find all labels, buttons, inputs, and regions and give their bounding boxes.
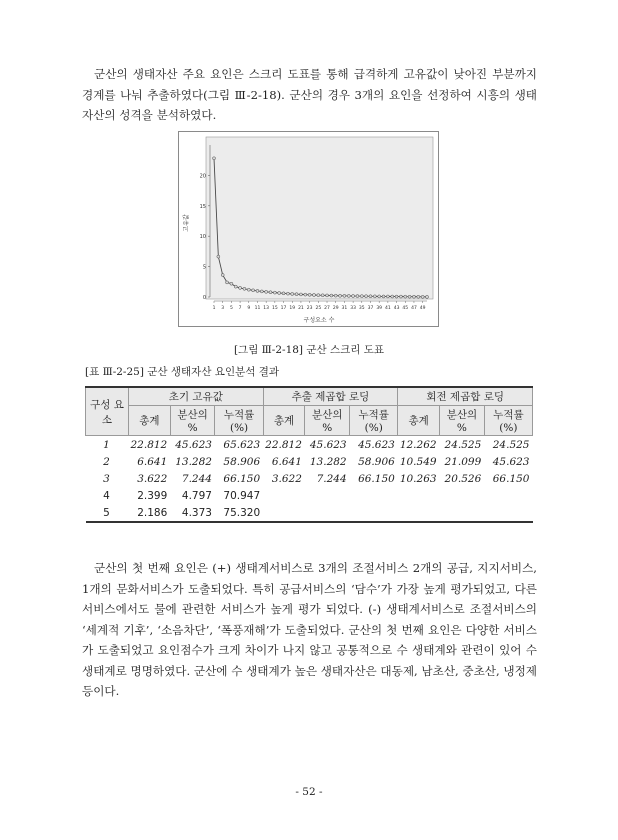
x-tick-label: 25 — [315, 306, 322, 311]
x-tick-label: 35 — [358, 306, 365, 311]
scree-point — [239, 286, 242, 289]
scree-point — [421, 295, 424, 298]
component-header: 구성 요소 — [86, 387, 129, 436]
cell: 7.244 — [181, 473, 212, 485]
x-tick-label: 23 — [306, 306, 313, 311]
cell: 70.947 — [223, 490, 261, 502]
cell: 10.263 — [399, 473, 437, 485]
cell: 13.282 — [175, 456, 212, 468]
cell — [305, 504, 350, 522]
figure-caption: [그림 Ⅲ-2-18] 군산 스크리 도표 — [233, 344, 385, 356]
scree-point — [412, 295, 415, 298]
scree-point — [213, 157, 216, 160]
scree-point — [399, 295, 402, 298]
scree-point — [217, 255, 220, 258]
cell: 12.262 — [399, 439, 437, 451]
factor-analysis-table — [85, 386, 533, 523]
scree-point — [395, 295, 398, 298]
cell: 21.099 — [444, 456, 482, 468]
x-tick-label: 37 — [367, 306, 374, 311]
scree-point — [230, 282, 233, 285]
cell — [263, 504, 305, 522]
scree-point — [295, 293, 298, 296]
extraction-header: 추출 제곱합 로딩 — [263, 387, 398, 406]
x-tick-label: 5 — [229, 306, 233, 311]
scree-point — [321, 294, 324, 297]
row-index: 4 — [103, 490, 110, 502]
scree-point — [417, 295, 420, 298]
scree-point — [334, 294, 337, 297]
scree-point — [282, 292, 285, 295]
cell — [305, 487, 350, 504]
cell: 58.906 — [223, 456, 261, 468]
scree-point — [347, 294, 350, 297]
x-tick-label: 7 — [238, 306, 242, 311]
interpretation-paragraph — [82, 558, 537, 702]
scree-point — [386, 295, 389, 298]
table-row — [86, 436, 533, 454]
cell — [440, 487, 485, 504]
table-row — [86, 487, 533, 504]
scree-point — [339, 294, 342, 297]
cell: 75.320 — [215, 504, 263, 522]
cell: 6.641 — [271, 456, 302, 468]
scree-point — [299, 293, 302, 296]
x-tick-label: 3 — [221, 306, 225, 311]
cell: 22.812 — [265, 439, 302, 451]
x-axis-label: 구성요소 수 — [303, 317, 335, 324]
cell: 10.549 — [399, 456, 437, 468]
scree-plot — [178, 131, 439, 327]
cell: 22.812 — [130, 439, 168, 451]
cell: 4.797 — [181, 490, 212, 502]
x-tick-label: 45 — [402, 306, 409, 311]
x-tick-label: 1 — [212, 306, 216, 311]
scree-plot-svg — [178, 131, 439, 327]
initial-eigen-header: 초기 고유값 — [129, 387, 264, 406]
y-tick-label: 15 — [199, 203, 206, 210]
row-index: 2 — [103, 456, 110, 468]
scree-point — [317, 294, 320, 297]
x-tick-label: 43 — [393, 306, 400, 311]
x-tick-label: 15 — [271, 306, 278, 311]
y-tick-label: 20 — [199, 173, 206, 180]
sub-header-total: 총계 — [129, 406, 171, 436]
x-tick-label: 19 — [289, 306, 296, 311]
x-tick-label: 27 — [324, 306, 330, 311]
cell: 3.622 — [137, 473, 168, 485]
scree-point — [243, 287, 246, 290]
scree-point — [369, 295, 372, 298]
scree-point — [286, 292, 289, 295]
x-tick-label: 11 — [254, 306, 261, 311]
x-tick-label: 13 — [263, 306, 270, 311]
row-index: 3 — [103, 473, 110, 485]
scree-point — [221, 273, 224, 276]
scree-point — [291, 292, 294, 295]
scree-point — [426, 295, 429, 298]
scree-point — [260, 290, 263, 293]
scree-point — [269, 291, 272, 294]
x-tick-label: 39 — [376, 306, 383, 311]
sub-header-cumulative: 누적률 (%) — [350, 406, 398, 436]
cell — [440, 504, 485, 522]
cell — [350, 487, 398, 504]
rotation-header: 회전 제곱합 로딩 — [398, 387, 533, 406]
sub-header-total: 총계 — [398, 406, 440, 436]
table-row — [86, 504, 533, 522]
cell: 13.282 — [309, 456, 347, 468]
scree-point — [256, 289, 259, 292]
scree-point — [252, 289, 255, 292]
cell: 7.244 — [316, 473, 347, 485]
cell: 24.525 — [444, 439, 482, 451]
row-index: 5 — [86, 504, 129, 522]
cell: 2.186 — [129, 504, 171, 522]
table-caption: [표 Ⅲ-2-25] 군산 생태자산 요인분석 결과 — [85, 366, 280, 378]
x-tick-label: 49 — [419, 306, 426, 311]
cell: 66.150 — [223, 473, 261, 485]
table-row — [86, 470, 533, 487]
y-axis-label: 고유값 — [183, 214, 190, 232]
scree-point — [234, 285, 237, 288]
cell — [263, 487, 305, 504]
cell — [398, 487, 440, 504]
scree-point — [382, 295, 385, 298]
x-tick-label: 9 — [247, 306, 251, 311]
scree-point — [273, 291, 276, 294]
scree-point — [330, 294, 333, 297]
cell: 24.525 — [492, 439, 530, 451]
x-tick-label: 31 — [341, 306, 348, 311]
table-row — [86, 453, 533, 470]
scree-point — [360, 295, 363, 298]
cell: 2.399 — [137, 490, 168, 502]
scree-point — [356, 295, 359, 298]
cell: 45.623 — [358, 439, 395, 451]
sub-header-cumulative: 누적률 (%) — [215, 406, 263, 436]
scree-point — [304, 293, 307, 296]
x-tick-label: 29 — [332, 306, 339, 311]
scree-point — [391, 295, 394, 298]
cell: 3.622 — [271, 473, 302, 485]
page-number: - 52 - — [295, 786, 323, 798]
y-tick-label: 0 — [202, 295, 206, 301]
x-tick-label: 41 — [385, 306, 391, 311]
scree-point — [226, 281, 229, 284]
cell: 45.623 — [309, 439, 347, 451]
row-index: 1 — [103, 439, 110, 451]
scree-point — [326, 294, 329, 297]
scree-point — [352, 295, 355, 298]
scree-point — [312, 293, 315, 296]
x-tick-label: 21 — [298, 306, 304, 311]
interpretation-text: 군산의 첫 번째 요인은 (+) 생태계서비스로 3개의 조절서비스 2개의 공급, 지지서비스, 1개의 문화서비스가 도출되었다. 특히 공급서비스의 ‘담수’가 가장 높게 평가되었고, 다른 서비스에서도 물에 관련한 서비스가 높게 평가 되었다. (-) 생태계서비스로 조절서비스의 ‘세계적 기후’, ‘소음차단’, ‘폭풍재해’가 도출되었다. 군산의 첫 번째 요인은 다양한 서비스가 도출되었고 요인점수가 크게 차이가 나지 않고 공통적으로 수 생태계와 관련이 있어 수 생태계로 명명하였다. 군산에 수 생태계가 높은 생태자산은 대동제, 남초산, 중초산, 냉정제 등이다. — [82, 561, 537, 698]
x-tick-label: 33 — [350, 306, 356, 311]
plot-area — [206, 137, 433, 299]
sub-header-variance: 분산의 % — [305, 406, 350, 436]
intro-paragraph — [82, 64, 537, 126]
y-tick-label: 5 — [202, 264, 206, 271]
y-tick-label: 10 — [199, 234, 206, 241]
cell — [484, 487, 532, 504]
scree-point — [365, 295, 368, 298]
cell — [484, 504, 532, 522]
cell: 45.623 — [492, 456, 530, 468]
scree-point — [247, 288, 250, 291]
sub-header-variance: 분산의 % — [170, 406, 215, 436]
sub-header-total: 총계 — [263, 406, 305, 436]
cell: 66.150 — [492, 473, 530, 485]
intro-text: 군산의 생태자산 주요 요인은 스크리 도표를 통해 급격하게 고유값이 낮아진 부분까지 경계를 나눠 추출하였다(그림 Ⅲ-2-18). 군산의 경우 3개의 요인을 선정하여 시흥의 생태자산의 성격을 분석하였다. — [82, 67, 537, 122]
scree-point — [408, 295, 411, 298]
sub-header-cumulative: 누적률 (%) — [484, 406, 532, 436]
scree-point — [308, 293, 311, 296]
x-tick-label: 47 — [411, 306, 417, 311]
scree-point — [373, 295, 376, 298]
cell: 65.623 — [223, 439, 261, 451]
scree-point — [378, 295, 381, 298]
scree-point — [343, 294, 346, 297]
sub-header-variance: 분산의 % — [440, 406, 485, 436]
cell: 66.150 — [358, 473, 395, 485]
cell: 4.373 — [170, 504, 215, 522]
cell: 45.623 — [175, 439, 212, 451]
cell — [398, 504, 440, 522]
x-tick-label: 17 — [280, 306, 287, 311]
cell: 20.526 — [444, 473, 482, 485]
cell — [350, 504, 398, 522]
scree-point — [404, 295, 407, 298]
scree-point — [265, 290, 268, 293]
cell: 58.906 — [358, 456, 395, 468]
scree-point — [278, 291, 281, 294]
cell: 6.641 — [137, 456, 168, 468]
